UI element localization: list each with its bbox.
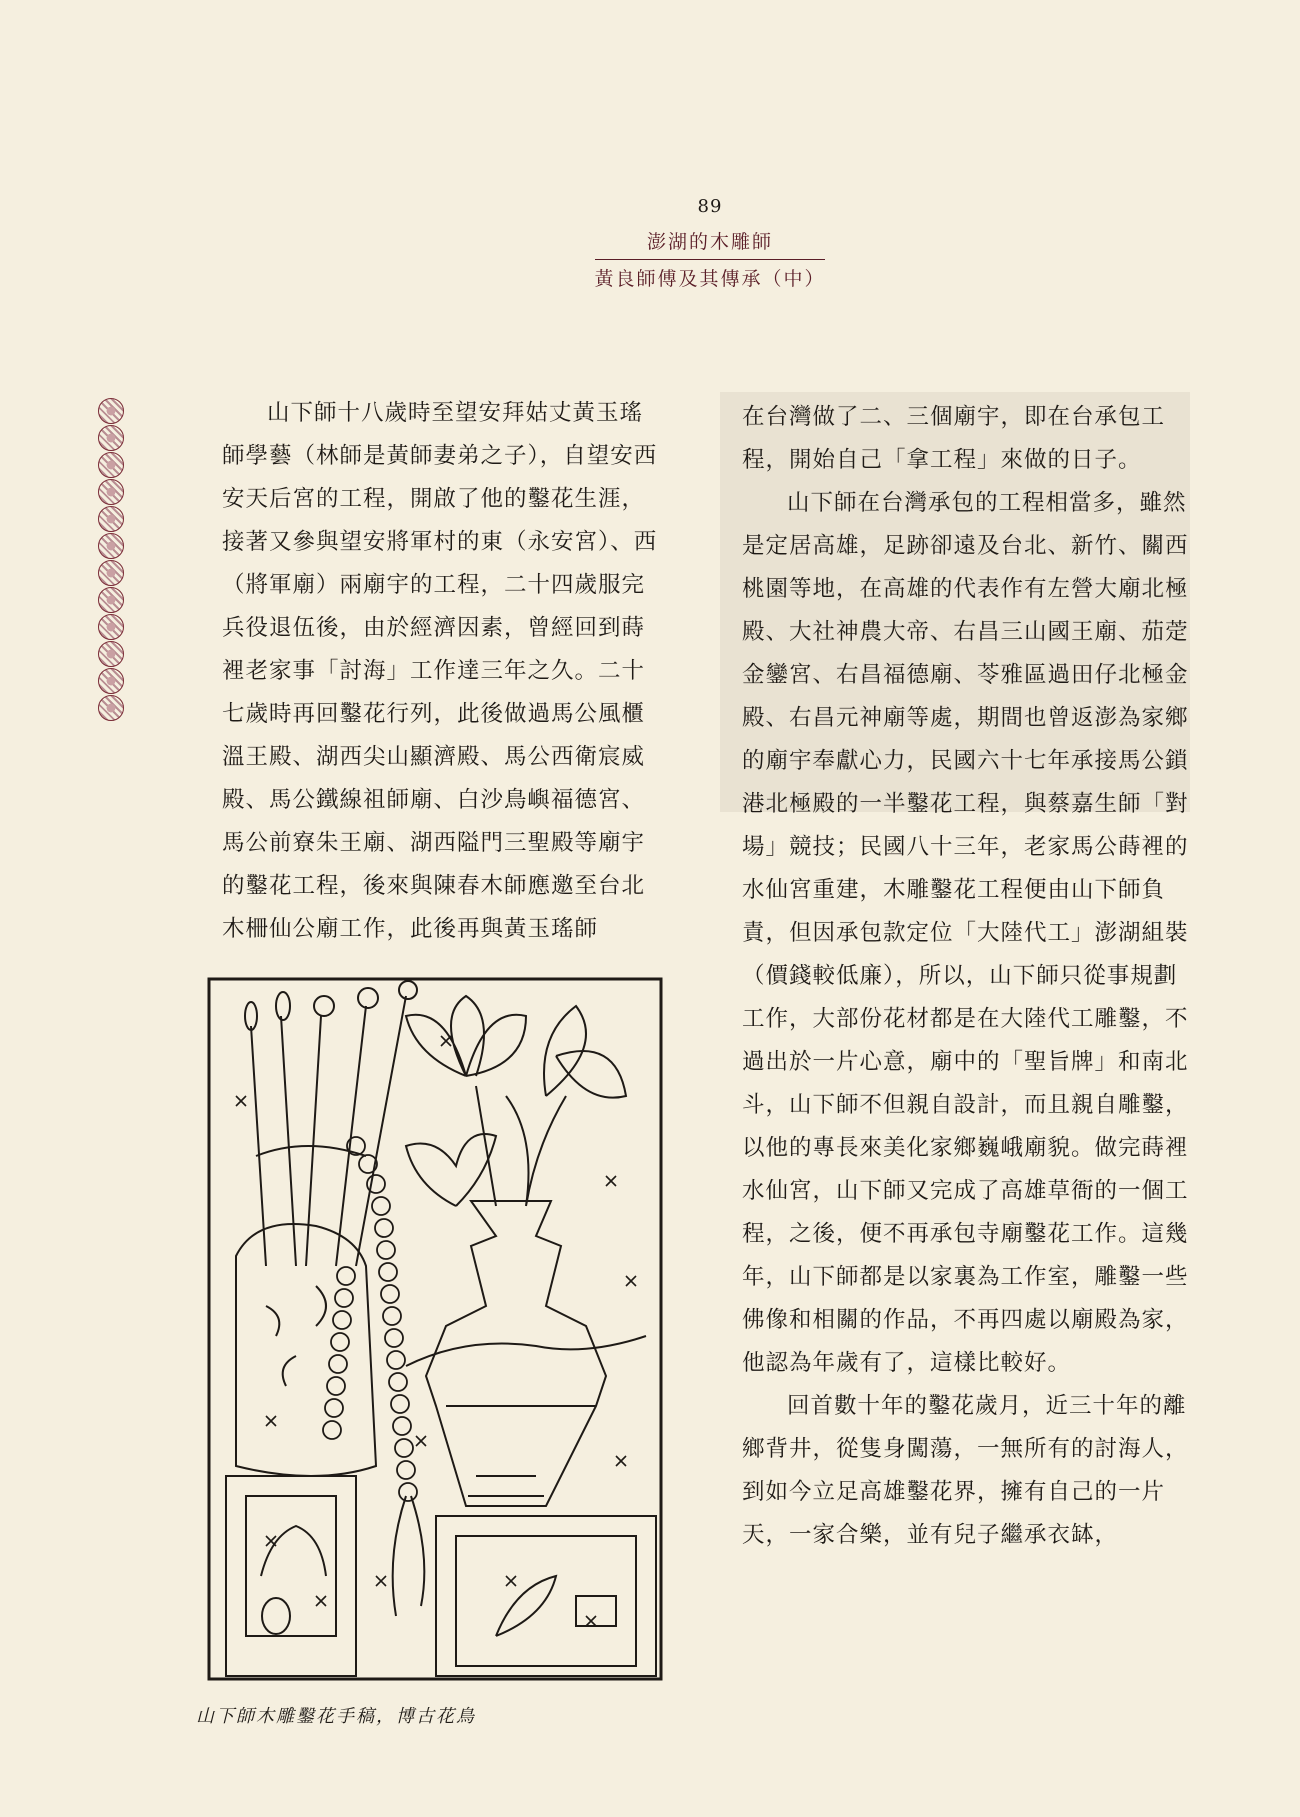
body-paragraph: 山下師在台灣承包的工程相當多，雖然是定居高雄，足跡卻遠及台北、新竹、關西桃園等地，在高雄的代表作有左營大廟北極殿、大社神農大帝、右昌三山國王廟、茄萣金鑾宮、右昌福德廟、苓雅區過田仔北極金殿、右昌元神廟等處，期間也曾返澎為家鄉的廟宇奉獻心力，民國六十七年承接馬公鎖港北極殿的一半鑿花工程，與蔡嘉生師「對場」競技；民國八十三年，老家馬公蒔裡的水仙宮重建，木雕鑿花工程便由山下師負責，但因承包款定位「大陸代工」澎湖組裝（價錢較低廉），所以，山下師只從事規劃工作，大部份花材都是在大陸代工雕鑿，不過出於一片心意，廟中的「聖旨牌」和南北斗，山下師不但親自設計，而且親自雕鑿，以他的專長來美化家鄉巍峨廟貌。做完蒔裡水仙宮，山下師又完成了高雄草衙的一個工程，之後，便不再承包寺廟鑿花工作。這幾年，山下師都是以家裏為工作室，雕鑿一些佛像和相關的作品，不再四處以廟殿為家，他認為年歲有了，這樣比較好。 [742,490,1189,1376]
body-paragraph: 在台灣做了二、三個廟宇，即在台承包工程，開始自己「拿工程」來做的日子。 [742,404,1166,473]
ornament-icon [98,533,124,559]
body-paragraph: 回首數十年的鑿花歲月，近三十年的離鄉背井，從隻身闖蕩，一無所有的討海人，到如今立足高雄鑿花界，擁有自己的一片天，一家合樂，並有兒子繼承衣缽， [742,1393,1189,1548]
figure-caption: 山下師木雕鑿花手稿，博古花鳥 [196,1706,476,1727]
page-number: 89 [697,196,723,217]
ornament-icon [98,425,124,451]
ornament-icon [98,614,124,640]
decorative-ornament-strip [98,398,128,722]
ornament-icon [98,695,124,721]
ornament-icon [98,506,124,532]
running-header [590,196,830,291]
header-divider [595,259,825,260]
article-title: 黃良師傅及其傳承（中） [594,268,826,290]
ornament-icon [98,452,124,478]
ornament-icon [98,641,124,667]
woodcarving-sketch-figure [206,976,664,1682]
ornament-icon [98,668,124,694]
ornament-icon [98,560,124,586]
left-text-column [222,392,662,951]
series-title: 澎湖的木雕師 [646,231,773,253]
ornament-icon [98,479,124,505]
body-paragraph: 山下師十八歲時至望安拜姑丈黃玉瑤師學藝（林師是黃師妻弟之子），自望安西安天后宮的工程，開啟了他的鑿花生涯，接著又參與望安將軍村的東（永安宮）、西（將軍廟）兩廟宇的工程，二十四歲服完兵役退伍後，由於經濟因素，曾經回到蒔裡老家事「討海」工作達三年之久。二十七歲時再回鑿花行列，此後做過馬公風櫃溫王殿、湖西尖山顯濟殿、馬公西衛宸威殿、馬公鐵線祖師廟、白沙鳥嶼福德宮、馬公前寮朱王廟、湖西隘門三聖殿等廟宇的鑿花工程，後來與陳春木師應邀至台北木柵仙公廟工作，此後再與黃玉瑤師 [222,400,658,942]
ornament-icon [98,587,124,613]
right-text-column [742,396,1192,1557]
ornament-icon [98,398,124,424]
